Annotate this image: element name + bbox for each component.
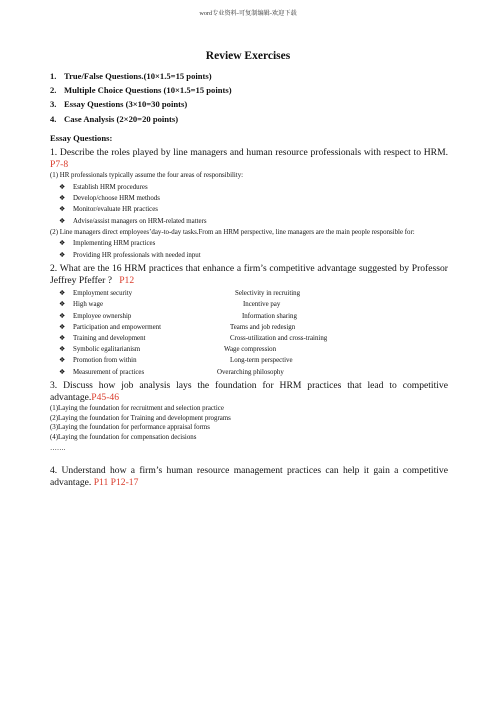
diamond-bullet-icon: ❖ xyxy=(59,183,66,191)
essay-content xyxy=(50,132,448,490)
diamond-bullet-icon: ❖ xyxy=(59,239,66,248)
page-header: word专业资料-可复制编辑-欢迎下载 xyxy=(199,10,297,17)
section-item: 1. True/False Questions.(10×1.5=15 points) xyxy=(50,71,212,81)
page-title: Review Exercises xyxy=(205,50,291,62)
question-4: 4. Understand how a firm’s human resource management practices can help it gain a competitive advantage. P11 P12-17 xyxy=(50,465,448,489)
q2-practices-list xyxy=(50,288,448,378)
q3-item: (2)Laying the foundation for Training and development programs xyxy=(50,414,231,422)
diamond-bullet-icon: ❖ xyxy=(59,334,66,343)
diamond-bullet-icon: ❖ xyxy=(59,322,66,331)
section-item: 2. Multiple Choice Questions (10×1.5=15 points) xyxy=(50,85,232,96)
diamond-bullet-icon: ❖ xyxy=(59,356,66,365)
diamond-bullet-icon: ❖ xyxy=(59,205,66,214)
q1-intro: (1) HR professionals typically assume the four areas of responsibility: xyxy=(50,172,244,180)
q1-bullet-list xyxy=(50,182,448,227)
page-reference: P11 P12-17 xyxy=(93,477,139,489)
exam-sections-list xyxy=(50,69,232,126)
q3-item: (3)Laying the foundation for performance appraisal forms xyxy=(50,424,210,432)
page-reference: P7-8 xyxy=(50,159,69,171)
section-item: 4. Case Analysis (2×20=20 points) xyxy=(50,113,179,124)
diamond-bullet-icon: ❖ xyxy=(59,367,66,376)
q1-paragraph-2: (2) Line managers direct employees’day-to-day tasks.From an HRM perspective, line managers are the main people responsible for: xyxy=(50,228,415,236)
list-item: ❖ Training and development Cross-utilization and cross-training xyxy=(50,333,448,344)
list-item: ❖ Employment security Selectivity in recruiting xyxy=(50,288,448,299)
list-item: ❖ Promotion from within Long-term perspective xyxy=(50,355,448,366)
essay-heading: Essay Questions: xyxy=(50,133,113,143)
diamond-bullet-icon: ❖ xyxy=(59,311,66,320)
diamond-bullet-icon: ❖ xyxy=(59,345,66,354)
question-3: 3. Discuss how job analysis lays the foundation for HRM practices that lead to competitive advantage.P45-46 xyxy=(50,379,448,404)
q3-item: (1)Laying the foundation for recruitment and selection practice xyxy=(50,405,224,413)
list-item: ❖ Monitor/evaluate HR practices xyxy=(50,204,448,215)
q3-item: (4)Laying the foundation for compensation decisions xyxy=(50,434,197,442)
list-item: ❖ Implementing HRM practices xyxy=(50,238,448,249)
q1-bullet-list-2 xyxy=(50,238,448,260)
list-item: ❖ High wage Incentive pay xyxy=(50,299,448,310)
page-reference: P45-46 xyxy=(91,392,120,404)
list-item: ❖ Establish HRM procedures xyxy=(50,182,448,193)
ellipsis: ……. xyxy=(50,444,66,452)
diamond-bullet-icon: ❖ xyxy=(59,216,66,225)
list-item: ❖ Employee ownership Information sharing xyxy=(50,311,448,322)
list-item: ❖ Symbolic egalitarianism Wage compression xyxy=(50,344,448,355)
diamond-bullet-icon: ❖ xyxy=(59,194,66,203)
diamond-bullet-icon: ❖ xyxy=(59,300,66,309)
page-reference: P12 xyxy=(119,275,135,287)
list-item: ❖ Measurement of practices Overarching philosophy xyxy=(50,367,448,378)
section-item: 3. Essay Questions (3×10=30 points) xyxy=(50,99,188,110)
list-item: ❖ Advise/assist managers on HRM-related matters xyxy=(50,216,448,227)
question-1: 1. Describe the roles played by line managers and human resource professionals with respect to HRM. P7-8 xyxy=(50,147,448,171)
diamond-bullet-icon: ❖ xyxy=(59,289,66,298)
list-item: ❖ Providing HR professionals with needed input xyxy=(50,250,448,261)
diamond-bullet-icon: ❖ xyxy=(59,250,66,259)
list-item: ❖ Participation and empowerment Teams and job redesign xyxy=(50,322,448,333)
question-2: 2. What are the 16 HRM practices that enhance a firm’s competitive advantage suggested by Professor Jeffrey Pfeffer ? P12 xyxy=(50,262,448,287)
list-item: ❖ Develop/choose HRM methods xyxy=(50,193,448,204)
